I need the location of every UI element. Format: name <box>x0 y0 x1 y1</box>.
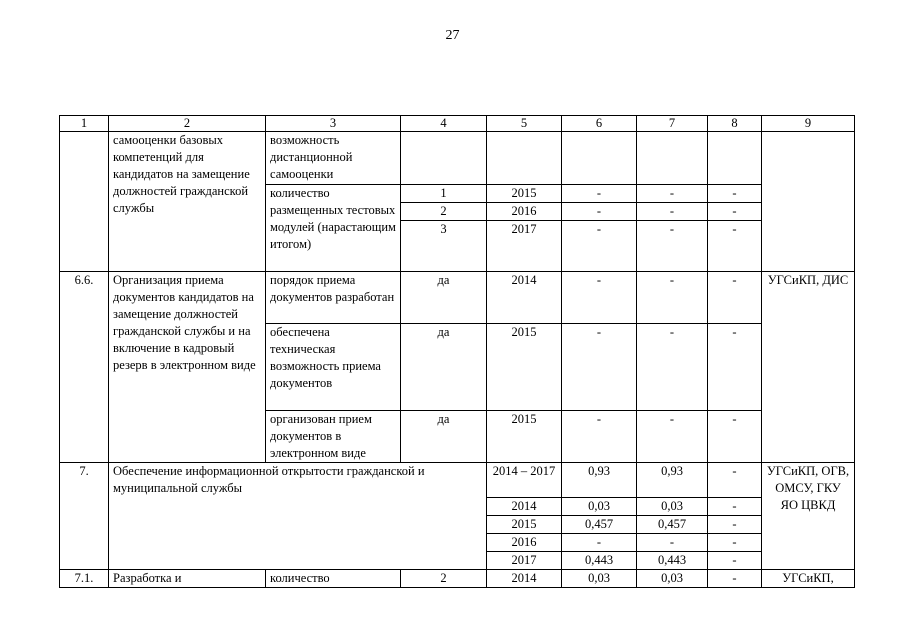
budget-cell: - <box>562 411 637 463</box>
column-number: 1 <box>60 116 109 132</box>
budget-cell: - <box>708 516 762 534</box>
budget-cell: - <box>708 463 762 498</box>
indicator-cell: количество размещенных тестовых модулей (нарастающим итогом) <box>266 185 401 272</box>
indicator-cell: обеспечена техническая возможность приема документов <box>266 324 401 411</box>
year-cell: 2016 <box>487 203 562 221</box>
page-number: 27 <box>445 28 460 43</box>
item-title-cell: Организация приема документов кандидатов на замещение должностей гражданской службы и на включение в кадровый резерв в электронном виде <box>109 272 266 463</box>
target-value-cell <box>401 132 487 185</box>
budget-cell: 0,457 <box>562 516 637 534</box>
budget-cell: - <box>708 498 762 516</box>
target-value-cell: да <box>401 411 487 463</box>
year-cell: 2016 <box>487 534 562 552</box>
indicator-cell: возможность дистанционной самооценки <box>266 132 401 185</box>
table-row <box>60 463 855 498</box>
year-cell: 2015 <box>487 185 562 203</box>
target-value-cell: 3 <box>401 221 487 272</box>
budget-cell: 0,03 <box>637 570 708 588</box>
plan-table <box>59 115 855 588</box>
budget-cell: - <box>637 221 708 272</box>
budget-cell <box>637 132 708 185</box>
target-value-cell: 2 <box>401 570 487 588</box>
target-value-cell: да <box>401 272 487 324</box>
budget-cell: - <box>708 411 762 463</box>
budget-cell: - <box>562 324 637 411</box>
budget-cell <box>708 132 762 185</box>
column-number: 3 <box>266 116 401 132</box>
column-number: 5 <box>487 116 562 132</box>
column-number: 9 <box>762 116 855 132</box>
budget-cell: - <box>562 221 637 272</box>
year-cell: 2014 <box>487 498 562 516</box>
year-cell: 2014 – 2017 <box>487 463 562 498</box>
budget-cell: - <box>708 570 762 588</box>
budget-cell: - <box>562 272 637 324</box>
budget-cell <box>562 132 637 185</box>
target-value-cell: 2 <box>401 203 487 221</box>
indicator-cell: порядок приема документов разработан <box>266 272 401 324</box>
table-row <box>60 570 855 588</box>
budget-cell: - <box>708 272 762 324</box>
budget-cell: - <box>637 411 708 463</box>
executor-cell <box>762 132 855 272</box>
item-number-cell: 7. <box>60 463 109 570</box>
indicator-cell: количество <box>266 570 401 588</box>
year-cell: 2015 <box>487 411 562 463</box>
budget-cell: - <box>637 324 708 411</box>
item-title-cell: Разработка и <box>109 570 266 588</box>
target-value-cell: 1 <box>401 185 487 203</box>
executor-cell: УГСиКП, <box>762 570 855 588</box>
budget-cell: - <box>637 272 708 324</box>
year-cell: 2017 <box>487 221 562 272</box>
budget-cell: 0,443 <box>562 552 637 570</box>
item-number-cell: 7.1. <box>60 570 109 588</box>
budget-cell: 0,03 <box>637 498 708 516</box>
budget-cell: 0,443 <box>637 552 708 570</box>
column-number-row <box>60 116 855 132</box>
budget-cell: - <box>708 552 762 570</box>
budget-cell: - <box>562 534 637 552</box>
budget-cell: - <box>708 221 762 272</box>
budget-cell: - <box>637 203 708 221</box>
table-row <box>60 272 855 324</box>
year-cell <box>487 132 562 185</box>
column-number: 7 <box>637 116 708 132</box>
column-number: 4 <box>401 116 487 132</box>
year-cell: 2014 <box>487 570 562 588</box>
item-title-cell: Обеспечение информационной открытости гражданской и муниципальной службы <box>109 463 487 570</box>
budget-cell: - <box>562 185 637 203</box>
target-value-cell: да <box>401 324 487 411</box>
year-cell: 2014 <box>487 272 562 324</box>
column-number: 6 <box>562 116 637 132</box>
year-cell: 2015 <box>487 324 562 411</box>
budget-cell: 0,93 <box>562 463 637 498</box>
year-cell: 2017 <box>487 552 562 570</box>
budget-cell: - <box>708 534 762 552</box>
budget-cell: 0,457 <box>637 516 708 534</box>
year-cell: 2015 <box>487 516 562 534</box>
item-title-cell: самооценки базовых компетенций для кандидатов на замещение должностей гражданской службы <box>109 132 266 272</box>
budget-cell: - <box>637 185 708 203</box>
budget-cell: - <box>708 185 762 203</box>
column-number: 2 <box>109 116 266 132</box>
indicator-cell: организован прием документов в электронном виде <box>266 411 401 463</box>
item-number-cell: 6.6. <box>60 272 109 463</box>
budget-cell: 0,03 <box>562 498 637 516</box>
budget-cell: - <box>637 534 708 552</box>
budget-cell: - <box>562 203 637 221</box>
column-number: 8 <box>708 116 762 132</box>
budget-cell: - <box>708 324 762 411</box>
budget-cell: 0,93 <box>637 463 708 498</box>
budget-cell: 0,03 <box>562 570 637 588</box>
table-row <box>60 132 855 185</box>
item-number-cell <box>60 132 109 272</box>
executor-cell: УГСиКП, ДИС <box>762 272 855 463</box>
executor-cell: УГСиКП, ОГВ, ОМСУ, ГКУ ЯО ЦВКД <box>762 463 855 570</box>
budget-cell: - <box>708 203 762 221</box>
